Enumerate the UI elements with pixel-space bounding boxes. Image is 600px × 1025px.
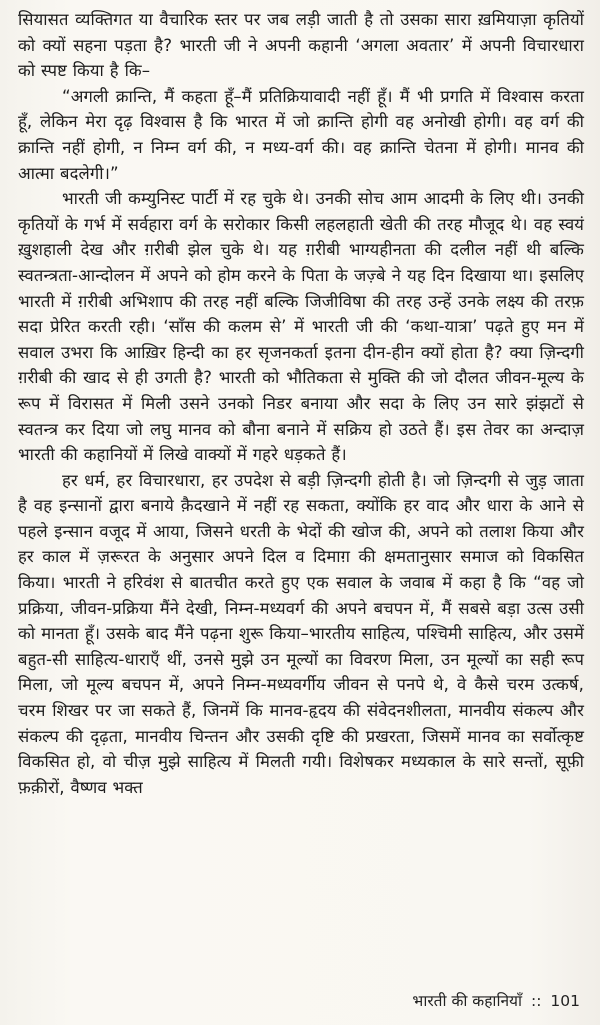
paragraph-life-bigger: हर धर्म, हर विचारधारा, हर उपदेश से बड़ी ज़िन्दगी होती है। जो ज़िन्दगी से जुड़ जाता है वह इन्सानों द्वारा बनाये क़ैदखाने में नहीं रह सकता, क्योंकि हर वाद और धारा के आने से पहले इन्सान वजूद में आया, जिसने धरती के भेदों की खोज की, अपने को तलाश किया और हर काल में ज़रूरत के अनुसार अपने दिल व दिमाग़ की क्षमतानुसार समाज को विकसित किया। भारती ने हरिवंश से बातचीत करते हुए एक सवाल के जवाब में कहा है कि “वह जो प्रक्रिया, जीवन-प्रक्रिया मैंने देखी, निम्न-मध्यवर्ग की अपने बचपन में, मैं सबसे बड़ा उत्स उसी को मानता हूँ। उसके बाद मैंने पढ़ना शुरू किया–भारतीय साहित्य, पश्चिमी साहित्य, और उसमें बहुत-सी साहित्य-धाराएँ थीं, उनसे मुझे उन मूल्यों का विवरण मिला, उन मूल्यों का सही रूप मिला, जो मूल्य बचपन में, अपने निम्न-मध्यवर्गीय जीवन से पनपे थे, वे कैसे चरम उत्कर्ष, चरम शिखर पर जा सकते हैं, जिनमें कि मानव-हृदय की संवेदनशीलता, मानवीय संकल्प और संकल्प की दृढ़ता, मानवीय चिन्तन और उसकी दृष्टि की प्रखरता, जिसमें मानव का सर्वोत्कृष्ट विकसित हो, वो चीज़ मुझे साहित्य में मिलती गयी। विशेषकर मध्यकाल के सारे सन्तों, सूफ़ी फ़क़ीरों, वैष्णव भक्त	[18, 470, 584, 797]
paragraph-bharati-communist: भारती जी कम्युनिस्ट पार्टी में रह चुके थे। उनकी सोच आम आदमी के लिए थी। उनकी कृतियों के गर्भ में सर्वहारा वर्ग के सरोकार किसी लहलहाती खेती की तरह मौजूद थे। वह स्वयं ख़ुशहाली देख और ग़रीबी झेल चुके थे। यह ग़रीबी भाग्यहीनता की दलील नहीं थी बल्कि स्वतन्त्रता-आन्दोलन में अपने को होम करने के पिता के जज़्बे ने यह दिन दिखाया था। इसलिए भारती में ग़रीबी अभिशाप की तरह नहीं बल्कि जिजीविषा की तरह उन्हें उनके लक्ष्य की तरफ़ सदा प्रेरित करती रही। ‘साँस की कलम से’ में भारती जी की ‘कथा-यात्रा’ पढ़ते हुए मन में सवाल उभरा कि आख़िर हिन्दी का हर सृजनकर्ता इतना दीन-हीन क्यों होता है? क्या ज़िन्दगी ग़रीबी की खाद से ही उगती है? भारती को भौतिकता से मुक्ति की जो दौलत जीवन-मूल्य के रूप में विरासत में मिली उसने उनको निडर बनाया और सदा के लिए उन सारे झंझटों से स्वतन्त्र कर दिया जो लघु मानव को बौना बनाने में सक्रिय हो उठते हैं। इस तेवर का अन्दाज़ भारती की कहानियों में लिखे वाक्यों में गहरे धड़कते हैं।	[18, 189, 584, 465]
body-text	[18, 7, 584, 800]
footer-separator: ::	[531, 992, 542, 1010]
page-number: 101	[550, 992, 580, 1010]
running-title: भारती की कहानियाँ	[412, 992, 523, 1010]
page-footer	[412, 989, 580, 1011]
paragraph-quote: “अगली क्रान्ति, मैं कहता हूँ–मैं प्रतिक्रियावादी नहीं हूँ। मैं भी प्रगति में विश्वास करता हूँ, लेकिन मेरा दृढ़ विश्वास है कि भारत में जो क्रान्ति होगी वह अनोखी होगी। वह वर्ग की क्रान्ति नहीं होगी, न निम्न वर्ग की, न मध्य-वर्ग की। वह क्रान्ति चेतना में होगी। मानव की आत्मा बदलेगी।”	[18, 86, 584, 183]
paragraph-intro: सियासत व्यक्तिगत या वैचारिक स्तर पर जब लड़ी जाती है तो उसका सारा ख़मियाज़ा कृतियों को क्यों सहना पड़ता है? भारती जी ने अपनी कहानी ‘अगला अवतार’ में अपनी विचारधारा को स्पष्ट किया है कि–	[18, 10, 584, 81]
